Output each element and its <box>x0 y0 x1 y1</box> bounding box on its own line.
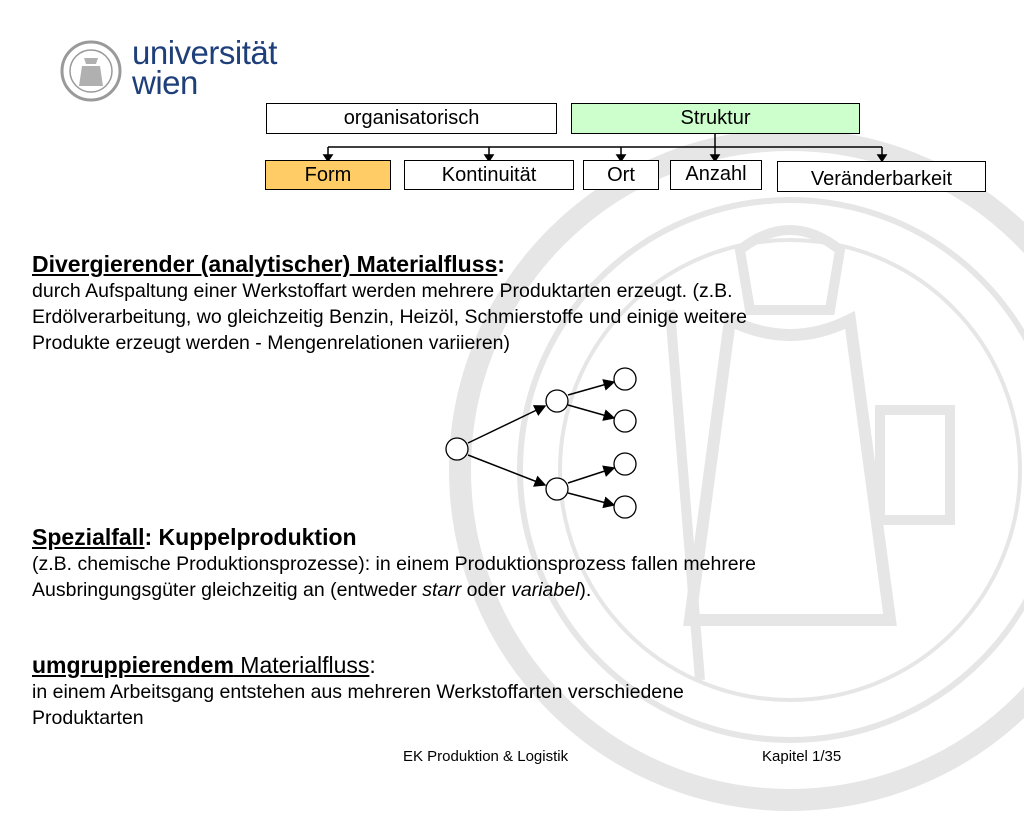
box-struktur: Struktur <box>571 103 860 134</box>
divergent-line-2: Erdölverarbeitung, wo gleichzeitig Benzin, Heizöl, Schmierstoffe und einige weitere <box>32 306 748 328</box>
regroup-section: umgruppierendem Materialfluss: in einem Arbeitsgang entstehen aus mehreren Werkstoffarten verschiedene Produktarten <box>32 652 684 729</box>
flow-node-out-1 <box>614 368 636 390</box>
regroup-line-1: in einem Arbeitsgang entstehen aus mehreren Werkstoffarten verschiedene <box>32 681 684 703</box>
special-line-1: (z.B. chemische Produktionsprozesse): in einem Produktionsprozess fallen mehrere <box>32 553 756 575</box>
box-kontinuitaet: Kontinuität <box>404 160 574 190</box>
flow-node-mid-1 <box>546 390 568 412</box>
divergent-line-1: durch Aufspaltung einer Werkstoffart werden mehrere Produktarten erzeugt. (z.B. <box>32 280 733 302</box>
box-anzahl: Anzahl <box>670 160 762 190</box>
regroup-heading-bold: umgruppierendem <box>32 652 234 678</box>
divergent-line-3: Produkte erzeugt werden - Mengenrelationen variieren) <box>32 332 511 354</box>
regroup-heading-rest: Materialfluss <box>233 652 370 678</box>
flow-node-out-2 <box>614 410 636 432</box>
footer-chapter: Kapitel 1/35 <box>762 748 842 765</box>
divergent-heading: Divergierender (analytischer) Materialfluss <box>32 251 498 277</box>
flow-node-out-4 <box>614 496 636 518</box>
box-organisatorisch: organisatorisch <box>266 103 557 134</box>
flow-node-mid-2 <box>546 478 568 500</box>
flow-node-source <box>446 438 468 460</box>
flow-node-out-3 <box>614 453 636 475</box>
divergent-section: Divergierender (analytischer) Materialfluss: durch Aufspaltung einer Werkstoffart werden mehrere Produktarten erzeugt. (z.B. Erdölverarbeitung, wo gleichzeitig Benzin, Heizöl, Schmierstoffe und einige weitere Produkte erzeugt werden - Mengenrelationen variieren) <box>32 251 748 354</box>
logo-line2: wien <box>132 64 198 101</box>
special-section <box>32 523 756 603</box>
logo-line1: universität <box>132 34 277 71</box>
special-line-2: Ausbringungsgüter gleichzeitig an (entweder starr oder variabel). <box>32 579 592 601</box>
box-form: Form <box>265 160 391 190</box>
special-heading-rest: : Kuppelproduktion <box>144 524 357 550</box>
box-veraenderbarkeit: Veränderbarkeit <box>777 161 986 192</box>
special-heading-underlined: Spezialfall <box>32 524 145 550</box>
footer-course: EK Produktion & Logistik <box>403 748 569 765</box>
box-ort: Ort <box>583 160 659 190</box>
regroup-line-2: Produktarten <box>32 707 144 729</box>
